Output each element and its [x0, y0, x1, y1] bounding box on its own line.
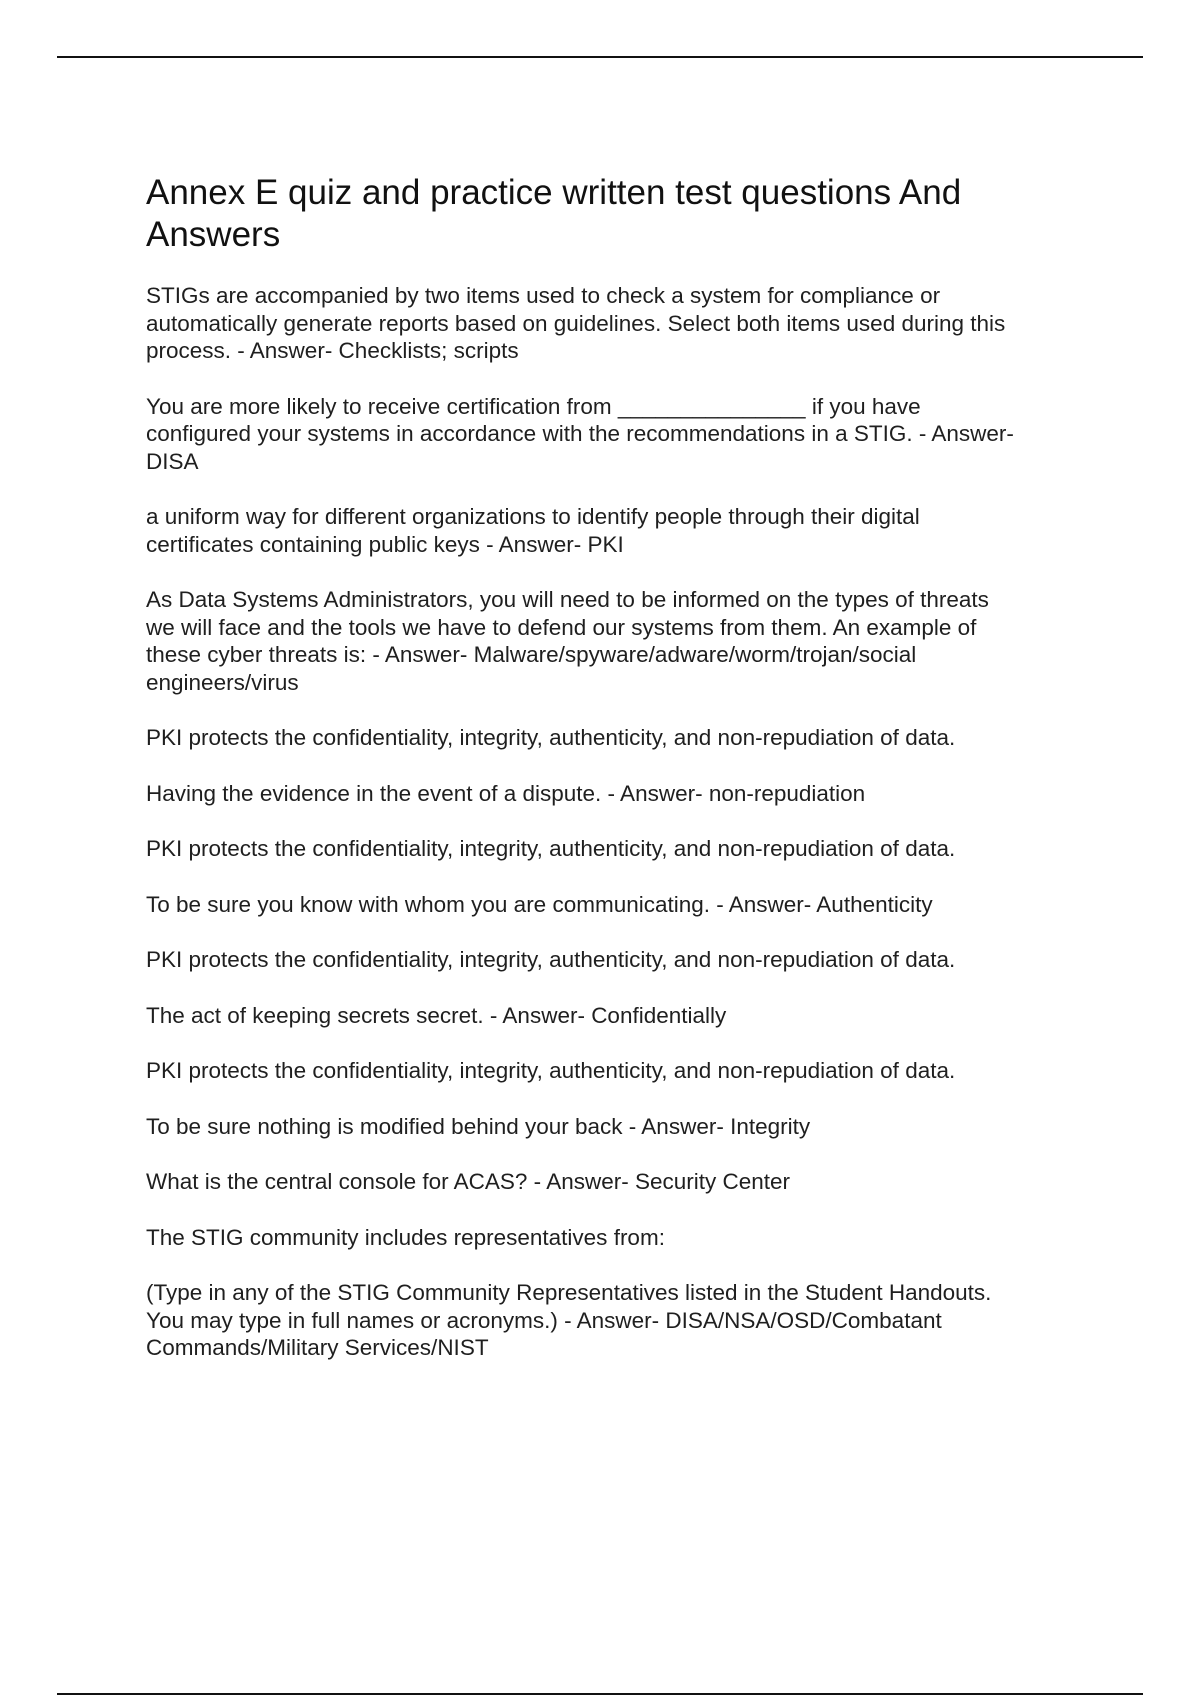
qa-paragraph: What is the central console for ACAS? - Answer- Security Center: [146, 1169, 791, 1194]
qa-paragraph: PKI protects the confidentiality, integrity, authenticity, and non-repudiation of data.: [146, 725, 956, 750]
qa-paragraph: The STIG community includes representatives from:: [146, 1224, 665, 1250]
qa-paragraph: STIGs are accompanied by two items used to check a system for compliance or automatically generate reports based on guidelines. Select both items used during this process. - Answer- Checklists; scripts: [146, 283, 1006, 363]
qa-paragraph: a uniform way for different organizations to identify people through their digital certificates containing public keys - Answer- PKI: [146, 504, 920, 557]
qa-paragraph: Having the evidence in the event of a dispute. - Answer- non-repudiation: [146, 780, 866, 806]
qa-paragraph: PKI protects the confidentiality, integrity, authenticity, and non-repudiation of data.: [146, 1058, 956, 1083]
qa-paragraph: To be sure nothing is modified behind your back - Answer- Integrity: [146, 1113, 811, 1139]
footer-rule: [57, 1693, 1143, 1695]
document-title: Annex E quiz and practice written test questions And Answers: [146, 173, 962, 254]
qa-paragraph: The act of keeping secrets secret. - Answer- Confidentially: [146, 1002, 727, 1028]
header-rule: [57, 56, 1143, 58]
qa-paragraph: PKI protects the confidentiality, integrity, authenticity, and non-repudiation of data.: [146, 947, 956, 972]
qa-paragraph: PKI protects the confidentiality, integrity, authenticity, and non-repudiation of data.: [146, 836, 956, 861]
qa-paragraph: To be sure you know with whom you are communicating. - Answer- Authenticity: [146, 891, 933, 917]
document-body: [146, 172, 1096, 1390]
qa-paragraph: You are more likely to receive certification from _______________ if you have configured your systems in accordance with the recommendations in a STIG. - Answer- DISA: [146, 393, 1014, 474]
qa-paragraph: (Type in any of the STIG Community Representatives listed in the Student Handouts. You may type in full names or acronyms.) - Answer- DISA/NSA/OSD/Combatant Commands/Military Services/NIST: [146, 1280, 992, 1360]
qa-paragraph: As Data Systems Administrators, you will need to be informed on the types of threats we will face and the tools we have to defend our systems from them. An example of these cyber threats is: - Answer- Malware/spyware/adware/worm/trojan/social engineers/virus: [146, 587, 989, 695]
